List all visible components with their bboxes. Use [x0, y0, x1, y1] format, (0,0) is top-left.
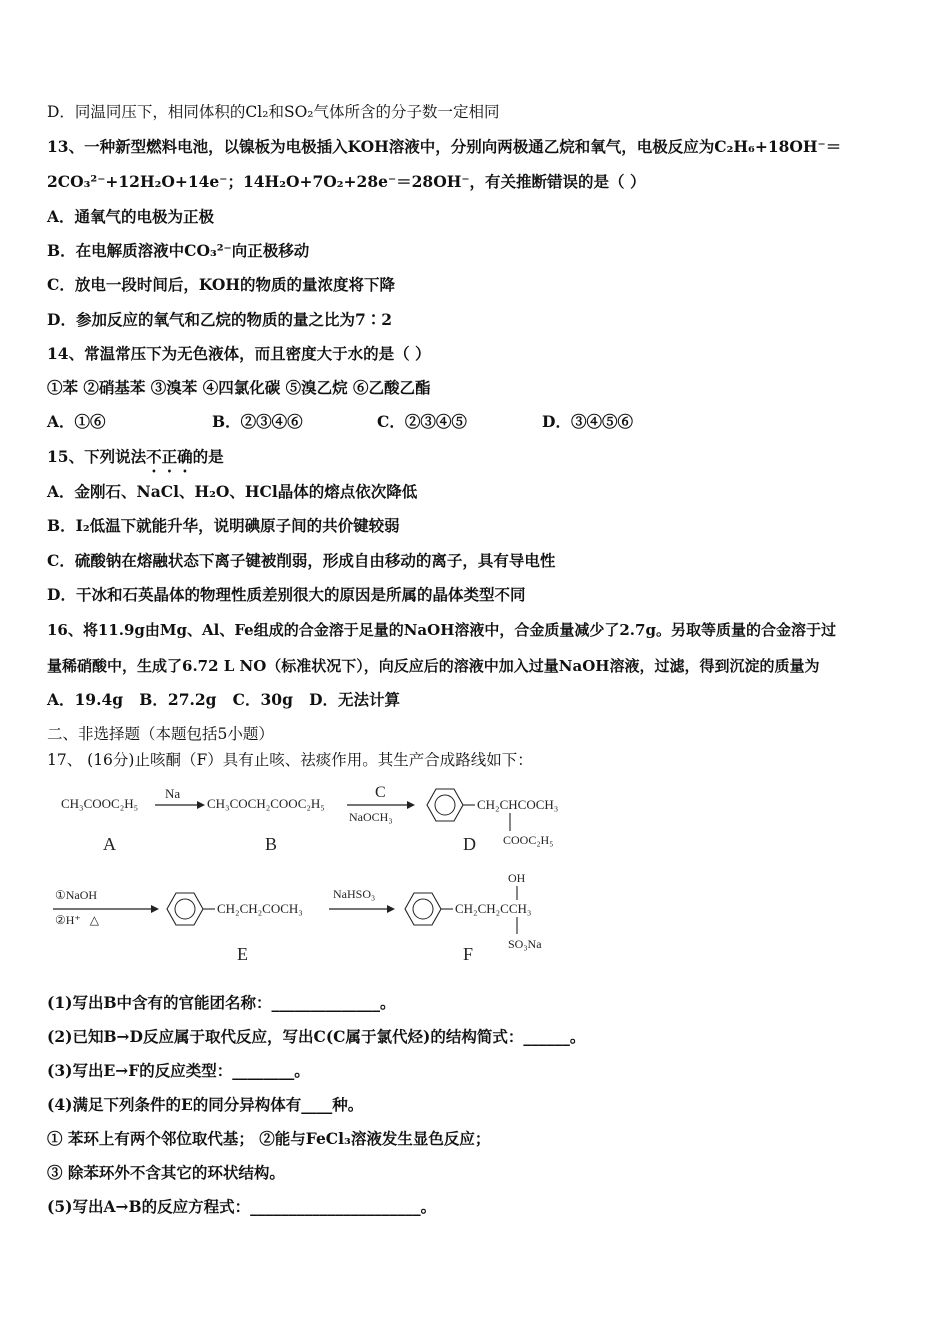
q13-option-d: D．参加反应的氧气和乙烷的物质的量之比为7∶2	[47, 310, 393, 329]
q17-part4: (4)满足下列条件的E的同分异构体有____种。	[47, 1095, 364, 1114]
compound-d-branch: COOC₂H₅	[503, 833, 554, 847]
q14-option-c: C．②③④⑤	[377, 412, 467, 431]
q13-stem-line2: 2CO₃²⁻+12H₂O+14e⁻；14H₂O+7O₂+28e⁻＝28OH⁻，有关推断错误的是（ ）	[47, 172, 646, 191]
section2-title: 二、非选择题（本题包括5小题）	[47, 725, 274, 743]
compound-b-formula: CH₃COCH₂COOC₂H₅	[207, 796, 325, 811]
arrow4-head	[387, 905, 395, 913]
q17-part4-condition1: ① 苯环上有两个邻位取代基； ②能与FeCl₃溶液发生显色反应；	[47, 1129, 491, 1148]
arrow3-head	[151, 905, 159, 913]
q17-part5: (5)写出A→B的反应方程式：______________________。	[47, 1197, 437, 1216]
compound-e-chain: CH₂CH₂COCH₃	[217, 901, 303, 916]
arrow4-reagent: NaHSO₃	[333, 887, 376, 901]
compound-b-label: B	[265, 834, 278, 854]
q16-stem-line1: 16、将11.9g由Mg、Al、Fe组成的合金溶于足量的NaOH溶液中，合金质量减少了2.7g。另取等质量的合金溶于过	[47, 621, 836, 639]
arrow2-bottom-reagent: NaOCH₃	[349, 810, 393, 824]
q17-stem: 17、 (16分)止咳酮（F）具有止咳、祛痰作用。其生产合成路线如下：	[47, 751, 533, 769]
q17-part3: (3)写出E→F的反应类型：________。	[47, 1061, 310, 1080]
q13-option-c: C．放电一段时间后，KOH的物质的量浓度将下降	[47, 275, 396, 294]
arrow1-reagent: Na	[165, 786, 181, 801]
q15-stem-pre: 15、下列说法	[47, 447, 147, 466]
q15-stem-emphasis: 不正确	[146, 447, 193, 466]
q14-options	[47, 412, 633, 432]
compound-a-label: A	[103, 834, 116, 854]
q14-stem: 14、常温常压下为无色液体，而且密度大于水的是（ ）	[47, 344, 431, 363]
q13-option-a: A．通氧气的电极为正极	[47, 207, 215, 226]
q16-stem-line2: 量稀硝酸中，生成了6.72 L NO（标准状况下），向反应后的溶液中加入过量NaOH溶液，过滤，得到沉淀的质量为	[47, 657, 820, 675]
q15-stem-post: 的是	[192, 447, 224, 466]
q17-part4-condition2: ③ 除苯环外不含其它的环状结构。	[47, 1163, 285, 1182]
q17-synthesis-scheme	[47, 778, 607, 978]
arrow3-top-reagent: ①NaOH	[55, 888, 98, 902]
q14-items: ①苯 ②硝基苯 ③溴苯 ④四氯化碳 ⑤溴乙烷 ⑥乙酸乙酯	[47, 378, 431, 397]
q16-options: A．19.4g B．27.2g C．30g D．无法计算	[47, 690, 401, 709]
benzene-ring-f	[405, 893, 441, 925]
q15-option-b: B．I₂低温下就能升华，说明碘原子间的共价键较弱	[47, 516, 400, 535]
q14-option-d: D．③④⑤⑥	[542, 412, 633, 431]
q15-option-c: C．硫酸钠在熔融状态下离子键被削弱，形成自由移动的离子，具有导电性	[47, 551, 556, 570]
q13-stem-line1: 13、一种新型燃料电池，以镍板为电极插入KOH溶液中，分别向两极通乙烷和氧气，电极反应为C₂H₆+18OH⁻＝	[47, 137, 842, 156]
q15-stem	[47, 447, 224, 476]
compound-f-label: F	[463, 944, 474, 964]
q12-option-d: D．同温同压下，相同体积的Cl₂和SO₂气体所含的分子数一定相同	[47, 103, 500, 121]
arrow3-bottom-reagent: ②H⁺ △	[55, 913, 99, 927]
compound-f-chain: CH₂CH₂CCH₃	[455, 901, 532, 916]
q14-option-b: B．②③④⑥	[212, 412, 303, 431]
compound-d-label: D	[463, 834, 476, 854]
q17-part2: (2)已知B→D反应属于取代反应，写出C(C属于氯代烃)的结构简式：______。	[47, 1027, 586, 1046]
compound-f-top-group: OH	[508, 871, 526, 885]
compound-e-label: E	[237, 944, 248, 964]
q17-part1: (1)写出B中含有的官能团名称：______________。	[47, 993, 396, 1012]
compound-d-chain: CH₂CHCOCH₃	[477, 797, 559, 812]
compound-f-bottom-group: SO₃Na	[508, 937, 542, 951]
q14-option-a: A．①⑥	[47, 412, 106, 431]
benzene-ring-d	[427, 789, 463, 821]
arrow1-head	[197, 801, 205, 809]
q13-option-b: B．在电解质溶液中CO₃²⁻向正极移动	[47, 241, 310, 260]
compound-a-formula: CH₃COOC₂H₅	[61, 796, 139, 811]
arrow2-top-reagent: C	[375, 784, 386, 801]
q15-option-a: A．金刚石、NaCl、H₂O、HCl晶体的熔点依次降低	[47, 482, 418, 501]
benzene-ring-e	[167, 893, 203, 925]
arrow2-head	[407, 801, 415, 809]
q15-option-d: D．干冰和石英晶体的物理性质差别很大的原因是所属的晶体类型不同	[47, 585, 526, 604]
